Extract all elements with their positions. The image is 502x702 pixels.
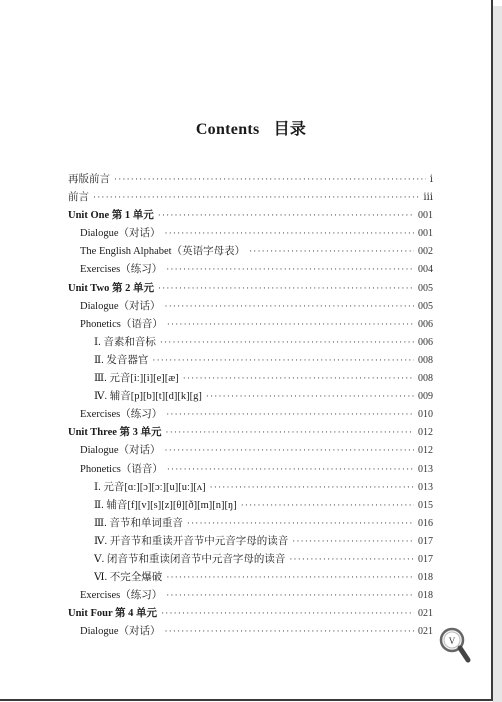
toc-entry-page: 008: [418, 373, 433, 385]
toc-entry-label: Ⅳ. 辅音[p][b][t][d][k][g]: [94, 391, 202, 403]
dot-leader: [160, 337, 414, 347]
toc-entry-label: Exercises（练习）: [80, 590, 163, 602]
toc-entry[interactable]: [68, 515, 433, 533]
title-english: Contents: [195, 121, 260, 138]
title-chinese: 目录: [273, 121, 307, 138]
dot-leader: [165, 228, 415, 238]
toc-entry[interactable]: [68, 388, 433, 406]
toc-entry[interactable]: [68, 225, 433, 243]
toc-entry[interactable]: [68, 442, 433, 460]
toc-entry-label: Dialogue（对话）: [80, 300, 161, 312]
page-shadow: [493, 6, 502, 702]
toc-entry-label: Unit Four 第 4 单元: [68, 608, 158, 620]
dot-leader: [166, 409, 414, 419]
dot-leader: [114, 174, 426, 184]
magnifier-icon[interactable]: [438, 626, 472, 670]
dot-leader: [165, 445, 415, 455]
toc-entry-page: 005: [418, 300, 433, 312]
toc-entry-page: 013: [418, 463, 433, 475]
toc-entry-label: 再版前言: [68, 174, 110, 185]
toc-entry[interactable]: [68, 479, 433, 497]
toc-entry-label: Ⅵ. 不完全爆破: [94, 572, 163, 584]
toc-entry[interactable]: [68, 207, 433, 225]
toc-entry-label: Ⅳ. 开音节和重读开音节中元音字母的读音: [94, 535, 289, 547]
toc-entry-page: 016: [418, 517, 433, 529]
toc-entry-page: 017: [418, 535, 433, 547]
toc-entry-page: ⅰ: [429, 174, 433, 185]
toc-entry[interactable]: [68, 424, 433, 442]
toc-entry-page: 009: [418, 391, 433, 403]
dot-leader: [158, 210, 414, 220]
dot-leader: [167, 464, 414, 474]
toc-entry-label: Exercises（练习）: [80, 409, 163, 421]
table-of-contents: [68, 171, 433, 641]
toc-entry[interactable]: [68, 551, 433, 569]
toc-entry[interactable]: [68, 569, 433, 587]
dot-leader: [166, 264, 414, 274]
toc-entry-page: 015: [418, 499, 433, 511]
toc-entry[interactable]: [68, 533, 433, 551]
toc-entry-page: 018: [418, 572, 433, 584]
toc-entry[interactable]: [68, 497, 433, 515]
page-edge-right: [491, 0, 493, 700]
toc-entry-label: Ⅲ. 元音[iː][i][e][æ]: [94, 373, 179, 385]
toc-entry-label: Dialogue（对话）: [80, 228, 161, 240]
toc-entry[interactable]: [68, 280, 433, 298]
toc-entry[interactable]: [68, 261, 433, 279]
toc-entry[interactable]: [68, 243, 433, 261]
toc-entry-label: Ⅰ. 音素和音标: [94, 336, 156, 348]
toc-entry-page: 021: [418, 626, 433, 638]
toc-entry[interactable]: [68, 334, 433, 352]
toc-entry-page: 010: [418, 409, 433, 421]
dot-leader: [241, 500, 414, 510]
dot-leader: [183, 373, 414, 383]
toc-entry[interactable]: [68, 316, 433, 334]
toc-entry-page: 002: [418, 246, 433, 258]
toc-entry-label: Phonetics（语音）: [80, 463, 163, 475]
dot-leader: [289, 554, 414, 564]
toc-entry-page: 013: [418, 481, 433, 493]
toc-entry-page: 012: [418, 427, 433, 439]
page-title: [0, 116, 502, 139]
toc-entry-page: 006: [418, 318, 433, 330]
dot-leader: [161, 608, 414, 618]
toc-entry-page: 001: [418, 228, 433, 240]
toc-entry-page: 017: [418, 553, 433, 565]
toc-entry-page: 005: [418, 282, 433, 294]
toc-entry[interactable]: [68, 587, 433, 605]
toc-entry-label: 前言: [68, 192, 89, 204]
page-number-badge: V: [448, 636, 456, 646]
toc-entry[interactable]: [68, 171, 433, 189]
dot-leader: [187, 518, 414, 528]
dot-leader: [292, 536, 414, 546]
dot-leader: [249, 246, 414, 256]
dot-leader: [210, 482, 414, 492]
toc-entry[interactable]: [68, 298, 433, 316]
toc-entry[interactable]: [68, 406, 433, 424]
dot-leader: [166, 427, 414, 437]
dot-leader: [166, 590, 414, 600]
dot-leader: [206, 391, 414, 401]
page-edge-bottom: [0, 699, 493, 701]
toc-entry[interactable]: [68, 189, 433, 207]
dot-leader: [166, 572, 414, 582]
toc-entry-label: Unit Two 第 2 单元: [68, 282, 154, 294]
toc-entry[interactable]: [68, 370, 433, 388]
toc-entry[interactable]: [68, 461, 433, 479]
toc-entry-label: Ⅴ. 闭音节和重读闭音节中元音字母的读音: [94, 553, 286, 565]
toc-entry-label: Ⅰ. 元音[ɑː][ɔ][ɔː][u][uː][ʌ]: [94, 481, 206, 493]
toc-entry-label: Dialogue（对话）: [80, 445, 161, 457]
toc-entry-page: ⅲ: [423, 192, 433, 204]
toc-entry-label: Phonetics（语音）: [80, 318, 163, 330]
toc-entry-label: The English Alphabet（英语字母表）: [80, 246, 246, 258]
toc-entry-page: 001: [418, 210, 433, 222]
toc-entry[interactable]: [68, 623, 433, 641]
dot-leader: [93, 192, 419, 202]
dot-leader: [152, 355, 414, 365]
toc-entry-label: Ⅱ. 发音器官: [94, 354, 149, 366]
toc-entry-page: 021: [418, 608, 433, 620]
toc-entry[interactable]: [68, 352, 433, 370]
dot-leader: [165, 301, 415, 311]
toc-entry-page: 006: [418, 336, 433, 348]
toc-entry-label: Unit Three 第 3 单元: [68, 427, 162, 439]
toc-entry-page: 004: [418, 264, 433, 276]
dot-leader: [158, 283, 414, 293]
toc-entry-label: Exercises（练习）: [80, 264, 163, 276]
dot-leader: [165, 626, 415, 636]
toc-entry-page: 018: [418, 590, 433, 602]
toc-entry-label: Dialogue（对话）: [80, 626, 161, 638]
toc-entry-label: Unit One 第 1 单元: [68, 210, 154, 222]
toc-entry-label: Ⅱ. 辅音[f][v][s][z][θ][ð][m][n][ŋ]: [94, 499, 237, 511]
toc-entry-label: Ⅲ. 音节和单词重音: [94, 517, 183, 529]
toc-entry[interactable]: [68, 605, 433, 623]
dot-leader: [167, 319, 414, 329]
toc-entry-page: 008: [418, 354, 433, 366]
toc-entry-page: 012: [418, 445, 433, 457]
